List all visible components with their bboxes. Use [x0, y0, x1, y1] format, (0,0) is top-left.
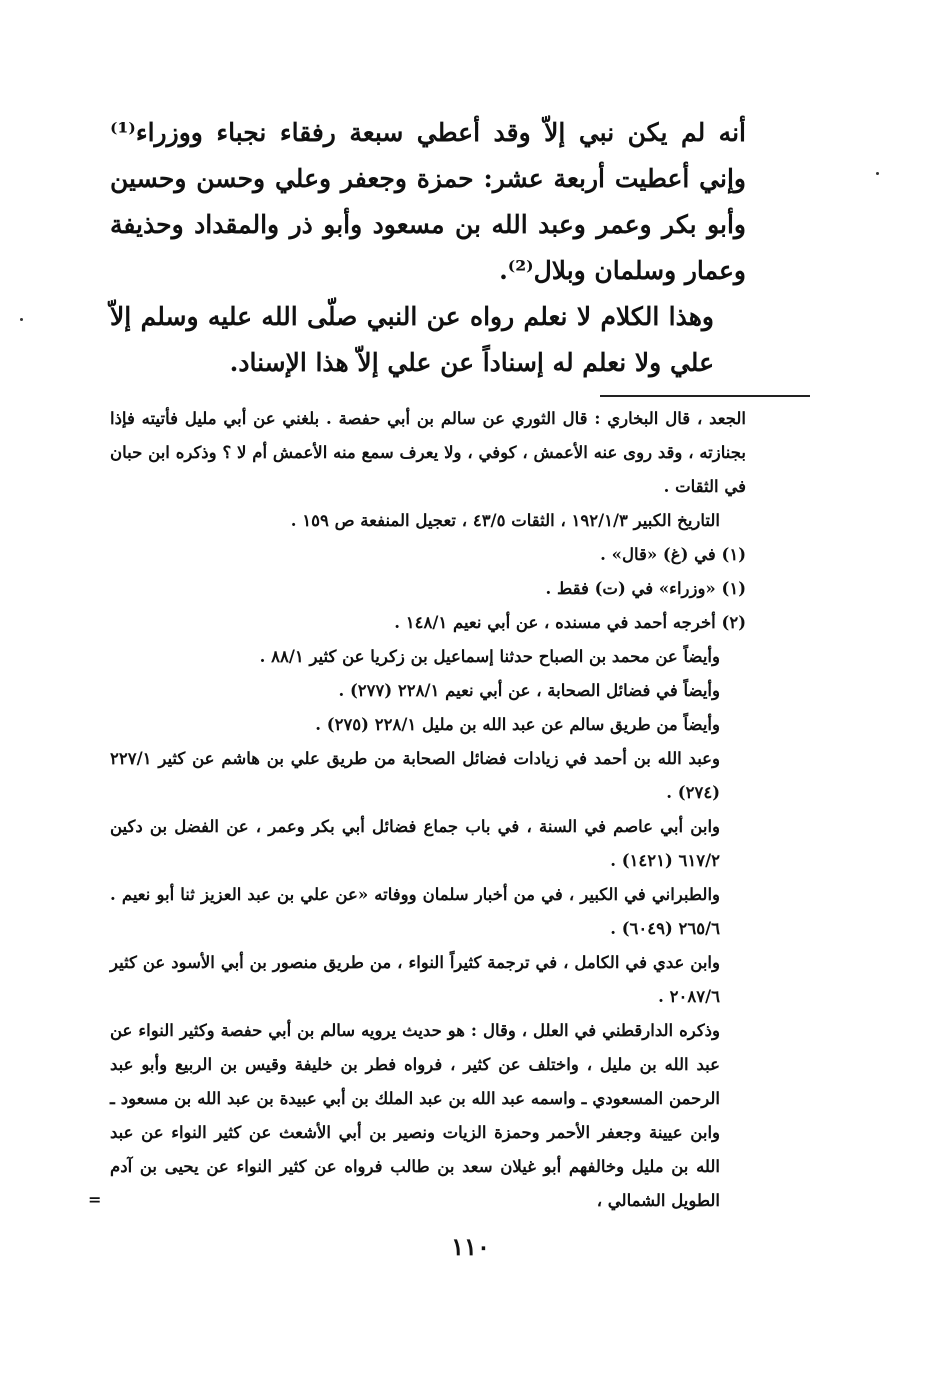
footnote-sub-1: وأيضاً عن محمد بن الصباح حدثنا إسماعيل بن زكريا عن كثير ٨٨/١ . — [259, 647, 720, 666]
footnote-a: (١) في (غ) «قال» . — [600, 545, 746, 564]
main-paragraph-1: أنه لم يكن نبي إلاّ وقد أعطي سبعة رفقاء نجباء ووزراء⁽¹⁾ وإني أعطيت أربعة عشر: حمزة وجعفر وعلي وحسن وحسين وأبو بكر وعمر وعبد الله بن مسعود وأبو ذر والمقداد وحذيفة وعمار وسلمان وبلال⁽²⁾. — [110, 118, 746, 285]
footnote-sub-3: وأيضاً من طريق سالم عن عبد الله بن مليل ٢٢٨/١ (٢٧٥) . — [315, 715, 720, 734]
scan-speck — [876, 172, 879, 175]
footnote-divider — [600, 395, 810, 397]
footnote-sub-2: وأيضاً في فضائل الصحابة ، عن أبي نعيم ٢٢٨/١ (٢٧٧) . — [338, 681, 720, 700]
main-text — [110, 110, 746, 386]
footnotes — [110, 402, 746, 1218]
page-number: ١١٠ — [451, 1232, 490, 1261]
scan-speck — [20, 318, 23, 321]
footnote-b: (١) «وزراء» في (ت) فقط . — [545, 579, 746, 598]
footnote-c: (٢) أخرجه أحمد في مسنده ، عن أبي نعيم ١٤٨/١ . — [394, 613, 746, 632]
main-paragraph-2: وهذا الكلام لا نعلم رواه عن النبي صلّى الله عليه وسلم إلاّ علي ولا نعلم له إسناداً عن علي إلاّ هذا الإسناد. — [110, 302, 714, 377]
continuation-mark: = — [88, 1190, 102, 1209]
footnote-sub-7: وابن عدي في الكامل ، في ترجمة كثيراً النواء ، من طريق منصور بن أبي الأسود عن كثير ٢٠٨٧/٦ . — [110, 953, 720, 1006]
footnote-sub-8: وذكره الدارقطني في العلل ، وقال : هو حديث يرويه سالم بن أبي حفصة وكثير النواء عن عبد الله بن مليل ، واختلف عن كثير ، فرواه فطر بن خليفة وقيس بن الربيع وأبو عبد الرحمن المسعودي ـ واسمه عبد الله بن عبد الملك بن أبي عبيدة بن عبد الله بن مسعود ـ وابن عيينة وجعفر الأحمر وحمزة الزيات ونصير بن أبي الأشعث عن كثير النواء عن عبد الله بن مليل وخالفهم أبو غيلان سعد بن طالب فرواه عن كثير النواء عن يحيى بن آدم الطويل الشمالي ، — [110, 1021, 720, 1210]
footnote-sub-5: وابن أبي عاصم في السنة ، في باب جماع فضائل أبي بكر وعمر ، عن الفضل بن دكين ٦١٧/٢ (١٤٢١) . — [110, 817, 720, 870]
footnote-sub-4: وعبد الله بن أحمد في زيادات فضائل الصحابة من طريق علي بن هاشم عن كثير ٢٢٧/١ (٢٧٤) . — [110, 749, 720, 802]
footnote-continuation-refs: التاريخ الكبير ١٩٢/١/٣ ، الثقات ٤٣/٥ ، تعجيل المنفعة ص ١٥٩ . — [290, 511, 720, 530]
footnote-continuation: الجعد ، قال البخاري : قال الثوري عن سالم بن أبي حفصة . بلغني عن أبي مليل فأتيته فإذا بجنازته ، وقد روى عنه الأعمش ، كوفي ، ولا يعرف سمع منه الأعمش أم لا ؟ وذكره ابن حبان في الثقات . — [110, 409, 746, 496]
footnote-sub-6: والطبراني في الكبير ، في من أخبار سلمان ووفاته «عن علي بن عبد العزيز ثنا أبو نعيم . ٢٦٥/٦ (٦٠٤٩) . — [110, 885, 720, 938]
